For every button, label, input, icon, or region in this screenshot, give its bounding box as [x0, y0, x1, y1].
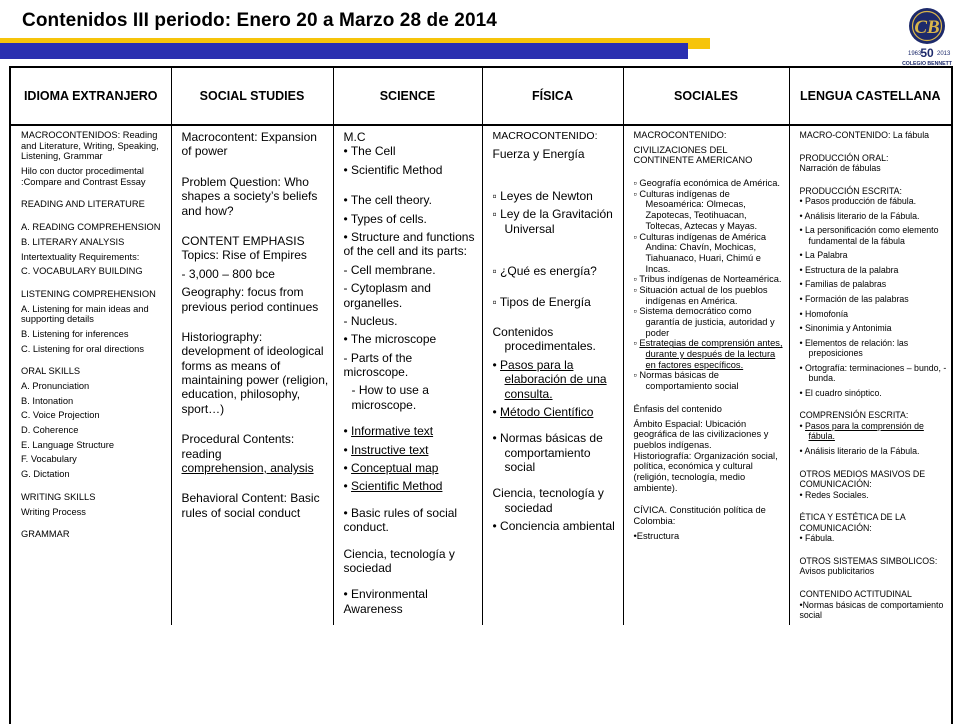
idioma-line: WRITING SKILLS [21, 491, 96, 502]
len-escrita-item: • Estructura de la palabra [799, 264, 899, 275]
sci-conceptual: • Conceptual map [343, 461, 439, 476]
sci-conceptual-link[interactable]: Conceptual map [351, 461, 439, 476]
idioma-line: E. Language Structure [21, 439, 115, 450]
logo-anniversary: 50 [920, 46, 934, 60]
fis-tipos-text: Tipos de Energía [499, 294, 591, 309]
len-redes: • Redes Sociales. [799, 489, 869, 500]
bullet-icon: ▫ [633, 338, 640, 349]
sci-membrane: - Cell membrane. [343, 262, 436, 277]
soc-estrategias [634, 338, 785, 370]
len-narracion: Narración de fábulas [799, 163, 881, 174]
soc-item-text: Culturas indígenas de Mesoamérica: Olmecas, Zapotecas, Teotihuacan, Toltecas, Aztecas y Mayas. [639, 188, 758, 231]
fis-energia [493, 264, 619, 278]
len-escrita-item: • Familias de palabras [799, 279, 887, 290]
len-escrita-item: • Ortografía: terminaciones – bundo, -bunda. [799, 362, 947, 384]
idioma-line: C. Voice Projection [21, 410, 100, 421]
len-escrita-item: • La personificación como elemento fundamental de la fábula [799, 225, 939, 246]
fis-metodo: • Método Científico [492, 404, 594, 419]
soc-macro: MACROCONTENIDO: [633, 130, 727, 140]
soc-enfasis: Énfasis del contenido [633, 403, 722, 414]
bullet-icon: ▫ [492, 207, 501, 222]
sci-method: • Scientific Method [343, 162, 443, 177]
len-analisis: • Análisis literario de la Fábula. [799, 446, 920, 457]
soc-item [634, 274, 785, 285]
column-social-studies [171, 125, 333, 625]
soc-estructura: •Estructura [633, 530, 680, 541]
soc-item-text: Sistema democrático como garantía de justicia, autoridad y poder [639, 306, 775, 338]
len-normas: •Normas básicas de comportamiento social [799, 599, 944, 621]
fis-cts: Ciencia, tecnología y sociedad [492, 486, 604, 515]
sci-informative: • Informative text [343, 424, 434, 439]
len-escrita-item: • Análisis literario de la Fábula. [799, 210, 920, 221]
idioma-line: A. READING COMPREHENSION [21, 222, 161, 233]
len-etica: ÉTICA Y ESTÉTICA DE LA COMUNICACIÓN: [799, 512, 906, 533]
fis-proc: Contenidos procedimentales. [492, 324, 596, 354]
soc-item-text: Tribus indígenas de Norteamérica. [639, 274, 782, 285]
idioma-line: A. Listening for main ideas and supporting details [21, 303, 149, 325]
soc-item-text: Geografía económica de América. [639, 178, 780, 189]
soc-normas [634, 370, 785, 391]
ss-procedural: Procedural Contents: reading [181, 432, 295, 461]
header-idioma: IDIOMA EXTRANJERO [11, 68, 171, 125]
len-escrita-item: • Formación de las palabras [799, 294, 909, 305]
idioma-line: F. Vocabulary [21, 454, 77, 465]
header-lengua: LENGUA CASTELLANA [789, 68, 951, 125]
content-row [11, 125, 951, 625]
len-escrita-item: • Pasos producción de fábula. [799, 196, 917, 207]
fis-tipos [493, 295, 619, 309]
ss-historio: Historiography: development of ideological forms as means of maintaining power (religion, education, philosophy, sport…) [181, 329, 329, 416]
header-row [11, 68, 951, 125]
sci-cyto: - Cytoplasm and organelles. [343, 281, 431, 310]
len-pasos-link[interactable]: Pasos para la comprensión de fábula. [805, 420, 924, 442]
bullet-icon: ▫ [633, 188, 640, 199]
logo-year-start: 1963 [908, 51, 922, 57]
bullet-icon: ▫ [633, 274, 640, 285]
idioma-line: MACROCONTENIDOS: Reading and Literature, Writing, Speaking, Listening, Grammar [21, 130, 159, 162]
bullet-icon: ▫ [633, 284, 640, 295]
ss-content: CONTENT EMPHASIS [181, 233, 305, 248]
fis-macro: MACROCONTENIDO: [492, 130, 598, 142]
column-sociales [623, 125, 789, 625]
fis-ley [493, 207, 619, 236]
len-escrita-item: • La Palabra [799, 250, 848, 261]
soc-civica: CÍVICA. Constitución política de Colombia: [633, 505, 766, 526]
ss-macro: Macrocontent: Expansion of power [181, 130, 317, 159]
fis-pasos-link[interactable]: Pasos para la elaboración de una consulta. [500, 357, 607, 401]
len-escrita: PRODUCCIÓN ESCRITA: [799, 185, 902, 196]
ss-dates: - 3,000 – 800 bce [181, 266, 275, 281]
len-simbolicos: OTROS SISTEMAS SIMBOLICOS: Avisos publicitarios [799, 555, 938, 577]
idioma-line: C. VOCABULARY BUILDING [21, 266, 143, 277]
fis-metodo-link[interactable]: Método Científico [500, 404, 594, 419]
sci-types: • Types of cells. [343, 211, 427, 226]
header-social-studies: SOCIAL STUDIES [171, 68, 333, 125]
sci-env: • Environmental Awareness [343, 587, 428, 616]
sci-instructive-link[interactable]: Instructive text [351, 442, 429, 457]
ss-behavioral: Behavioral Content: Basic rules of social conduct [181, 491, 320, 520]
idioma-line: G. Dictation [21, 469, 70, 480]
idioma-line: B. LITERARY ANALYSIS [21, 236, 125, 247]
soc-item [634, 178, 785, 189]
header-sociales: SOCIALES [623, 68, 789, 125]
logo-year-end: 2013 [937, 51, 951, 57]
idioma-line: D. Coherence [21, 425, 79, 436]
fis-conciencia-text: Conciencia ambiental [500, 519, 615, 534]
ss-procedural-link: comprehension, analysis [181, 461, 314, 476]
fis-fuerza: Fuerza y Energía [492, 146, 585, 161]
idioma-line: Writing Process [21, 506, 86, 517]
idioma-line: Hilo con ductor procedimental :Compare and Contrast Essay [21, 166, 146, 187]
bullet-icon: ▫ [492, 188, 501, 203]
fis-ley-text: Ley de la Gravitación Universal [500, 207, 613, 236]
sci-theory: • The cell theory. [343, 193, 432, 208]
title-underline-blue [0, 43, 688, 59]
len-macro: MACRO-CONTENIDO: La fábula [799, 130, 930, 140]
sci-mc: M.C [343, 130, 366, 144]
logo-school-name: COLEGIO BENNETT [902, 61, 952, 67]
page-title: Contenidos III periodo: Enero 20 a Marzo 28 de 2014 [22, 10, 497, 31]
fis-leyes-text: Leyes de Newton [500, 188, 593, 203]
sci-microscope: • The microscope [343, 332, 437, 347]
soc-item-text: Culturas indígenas de América Andina: Chavín, Mochicas, Tiahuanaco, Huari, Chimú e Incas. [639, 231, 767, 274]
idioma-line: C. Listening for oral directions [21, 343, 144, 354]
bullet-icon: ▫ [633, 231, 640, 242]
soc-estrategias-link[interactable]: Estrategias de comprensión antes, durante y después de la lectura en factores específicos. [639, 338, 783, 370]
fis-conciencia: • Conciencia ambiental [492, 519, 615, 534]
len-pasos: • Pasos para la comprensión de fábula. [799, 420, 924, 442]
sci-instructive: • Instructive text [343, 442, 429, 457]
soc-civ: CIVILIZACIONES DEL CONTINENTE AMERICANO [633, 144, 753, 166]
fis-energia-text: ¿Qué es energía? [500, 264, 597, 279]
fis-pasos: • Pasos para la elaboración de una consulta. [492, 357, 607, 401]
fis-normas: • Normas básicas de comportamiento social [492, 431, 603, 475]
fis-leyes [493, 189, 619, 203]
idioma-line: Intertextuality Requirements: [21, 251, 140, 262]
school-logo [897, 6, 957, 68]
idioma-line: READING AND LITERATURE [21, 199, 145, 210]
idioma-line: A. Pronunciation [21, 381, 90, 391]
contents-table [9, 66, 953, 724]
soc-item [634, 306, 785, 338]
sci-cell: • The Cell [343, 144, 396, 159]
soc-normas-text: Normas básicas de comportamiento social [639, 370, 739, 392]
idioma-line: ORAL SKILLS [21, 366, 81, 377]
len-escrita-item: • Homofonía [799, 308, 849, 319]
bullet-icon: ▫ [633, 306, 640, 317]
bullet-icon: ▫ [492, 264, 501, 279]
len-fabula: • Fábula. [799, 533, 835, 544]
soc-ambito: Ámbito Espacial: Ubicación geográfica de las civilizaciones y pueblos indígenas. [633, 418, 769, 450]
len-actitudinal: CONTENIDO ACTITUDINAL [799, 588, 912, 599]
len-comprension: COMPRENSIÓN ESCRITA: [799, 410, 909, 421]
sci-structure: • Structure and functions of the cell and its parts: [343, 229, 475, 259]
soc-item [634, 189, 785, 232]
idioma-line: B. Intonation [21, 395, 74, 406]
len-otros: OTROS MEDIOS MASIVOS DE COMUNICACIÓN: [799, 468, 926, 490]
sci-parts: - Parts of the microscope. [343, 350, 413, 380]
bullet-icon: ▫ [492, 294, 500, 309]
header-fisica: FÍSICA [482, 68, 623, 125]
ss-topics: Topics: Rise of Empires [181, 248, 307, 263]
soc-item [634, 285, 785, 306]
sci-howto: - How to use a microscope. [351, 383, 429, 412]
soc-historio: Historiografía: Organización social, política, económica y cultural (religión, tecnología, medio ambiente). [633, 450, 778, 493]
column-idioma [11, 125, 171, 625]
header-science: SCIENCE [333, 68, 482, 125]
sci-basic: • Basic rules of social conduct. [343, 505, 458, 535]
idioma-line: LISTENING COMPREHENSION [21, 288, 156, 299]
len-escrita-item: • Elementos de relación: las preposiciones [799, 337, 909, 359]
sci-scientific: • Scientific Method [343, 479, 443, 494]
ss-problem: Problem Question: Who shapes a society’s beliefs and how? [181, 174, 318, 218]
len-escrita-item: • Sinonimia y Antonimia [799, 323, 892, 334]
ss-geo: Geography: focus from previous period continues [181, 285, 319, 314]
column-science [333, 125, 482, 625]
len-oral: PRODUCCIÓN ORAL: [799, 152, 889, 163]
sci-nucleus: - Nucleus. [343, 313, 398, 328]
bullet-icon: ▫ [633, 178, 640, 189]
fis-normas-text: Normas básicas de comportamiento social [500, 431, 603, 475]
soc-item-text: Situación actual de los pueblos indígenas en América. [639, 284, 768, 306]
len-escrita-item: • El cuadro sinóptico. [799, 387, 882, 398]
soc-item [634, 232, 785, 275]
sci-informative-link[interactable]: Informative text [351, 424, 434, 439]
bullet-icon: ▫ [633, 370, 640, 381]
sci-scientific-link[interactable]: Scientific Method [351, 479, 443, 494]
column-lengua [789, 125, 951, 625]
sci-cts: Ciencia, tecnología y sociedad [343, 546, 455, 575]
idioma-line: B. Listening for inferences [21, 328, 129, 339]
idioma-line: GRAMMAR [21, 529, 70, 540]
logo-initials: CB [914, 17, 940, 38]
column-fisica [482, 125, 623, 625]
